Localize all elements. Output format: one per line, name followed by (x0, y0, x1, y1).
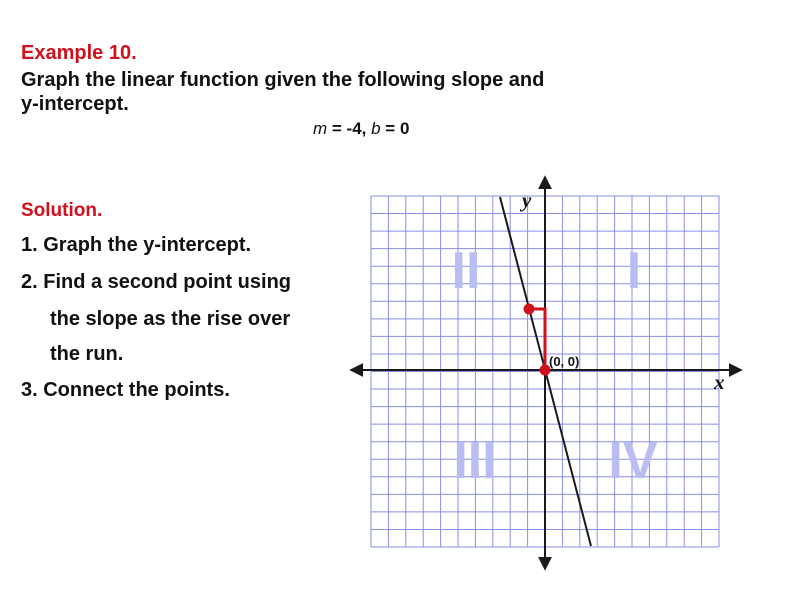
y-axis-label: y (522, 188, 532, 212)
slope-symbol: m (313, 119, 328, 138)
quadrant-i-label: I (626, 242, 642, 300)
step-1: 1. Graph the y-intercept. (21, 234, 252, 256)
step-2-line-3: the run. (50, 343, 124, 365)
x-axis-label: x (714, 370, 725, 394)
intercept-symbol: b (371, 119, 381, 138)
second-point (524, 304, 535, 315)
intercept-value: = 0 (380, 119, 410, 138)
origin-point-label: (0, 0) (549, 354, 580, 369)
step-3: 3. Connect the points. (21, 379, 230, 401)
example-title: Example 10. (21, 42, 137, 64)
step-2-line-1: 2. Find a second point using (21, 271, 292, 293)
quadrant-iii-label: III (453, 432, 497, 490)
solution-title: Solution. (21, 200, 103, 221)
slope-value: = -4, (327, 119, 372, 138)
step-2-line-2: the slope as the rise over (50, 308, 291, 330)
point-layer (524, 304, 580, 376)
quadrant-iv-label: IV (608, 432, 658, 490)
quadrant-ii-label: II (451, 242, 481, 300)
prompt-line-2: y-intercept. (21, 93, 129, 115)
prompt-line-1: Graph the linear function given the following slope and (21, 69, 545, 91)
